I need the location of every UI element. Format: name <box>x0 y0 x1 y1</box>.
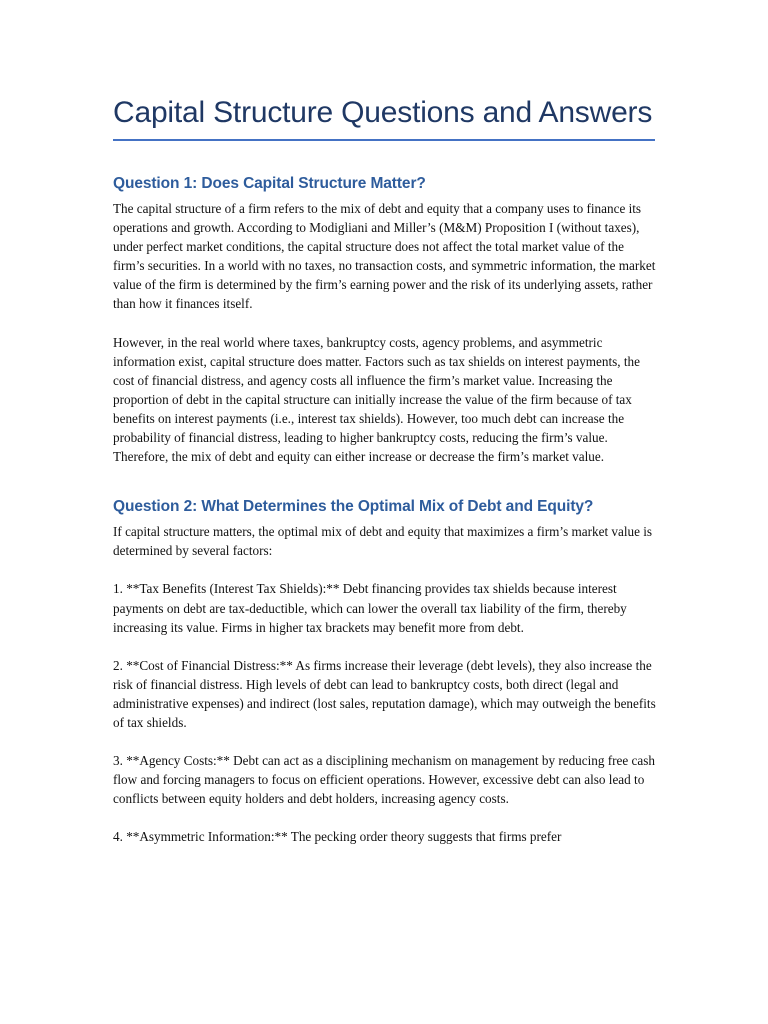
document-title: Capital Structure Questions and Answers <box>113 96 653 129</box>
question-2-item-3: 3. **Agency Costs:** Debt can act as a disciplining mechanism on management by reducing free cash flow and forcing managers to focus on efficient operations. However, excessive debt can also lead to conflicts between equity holders and debt holders, increasing agency costs. <box>113 753 655 807</box>
question-2-item-2: 2. **Cost of Financial Distress:** As firms increase their leverage (debt levels), they also increase the risk of financial distress. High levels of debt can lead to bankruptcy costs, both direct (legal and administrative expenses) and indirect (lost sales, reputation damage), which may outweigh the benefits of tax shields. <box>113 657 656 730</box>
question-1-heading: Question 1: Does Capital Structure Matter? <box>113 175 426 192</box>
document-page <box>113 92 658 846</box>
question-2-item-1: 1. **Tax Benefits (Interest Tax Shields):** Debt financing provides tax shields because interest payments on debt are tax-deductible, which can lower the overall tax liability of the firm, thereby increasing its value. Firms in higher tax brackets may benefit more from debt. <box>113 581 627 635</box>
question-2-heading: Question 2: What Determines the Optimal Mix of Debt and Equity? <box>113 498 594 516</box>
title-underline-rule <box>113 139 655 141</box>
question-2-intro: If capital structure matters, the optimal mix of debt and equity that maximizes a firm’s market value is determined by several factors: <box>113 524 653 559</box>
question-1-paragraph-1: The capital structure of a firm refers to the mix of debt and equity that a company uses to finance its operations and growth. According to Modigliani and Miller’s (M&M) Proposition I (without taxes), under perfect market conditions, the capital structure does not affect the total market value of the firm’s securities. In a world with no taxes, no transaction costs, and symmetric information, the market value of the firm is determined by the firm’s earning power and the risk of its underlying assets, rather than how it finances itself. <box>113 201 656 312</box>
question-1-paragraph-2: However, in the real world where taxes, bankruptcy costs, agency problems, and asymmetric information exist, capital structure does matter. Factors such as tax shields on interest payments, the cost of financial distress, and agency costs all influence the firm’s market value. Increasing the proportion of debt in the capital structure can initially increase the value of the firm because of tax benefits on interest payments (i.e., interest tax shields). However, too much debt can increase the probability of financial distress, leading to higher bankruptcy costs, reducing the firm’s value. Therefore, the mix of debt and equity can either increase or decrease the firm’s market value. <box>113 334 641 465</box>
question-2-item-4: 4. **Asymmetric Information:** The pecking order theory suggests that firms prefer <box>113 829 562 845</box>
